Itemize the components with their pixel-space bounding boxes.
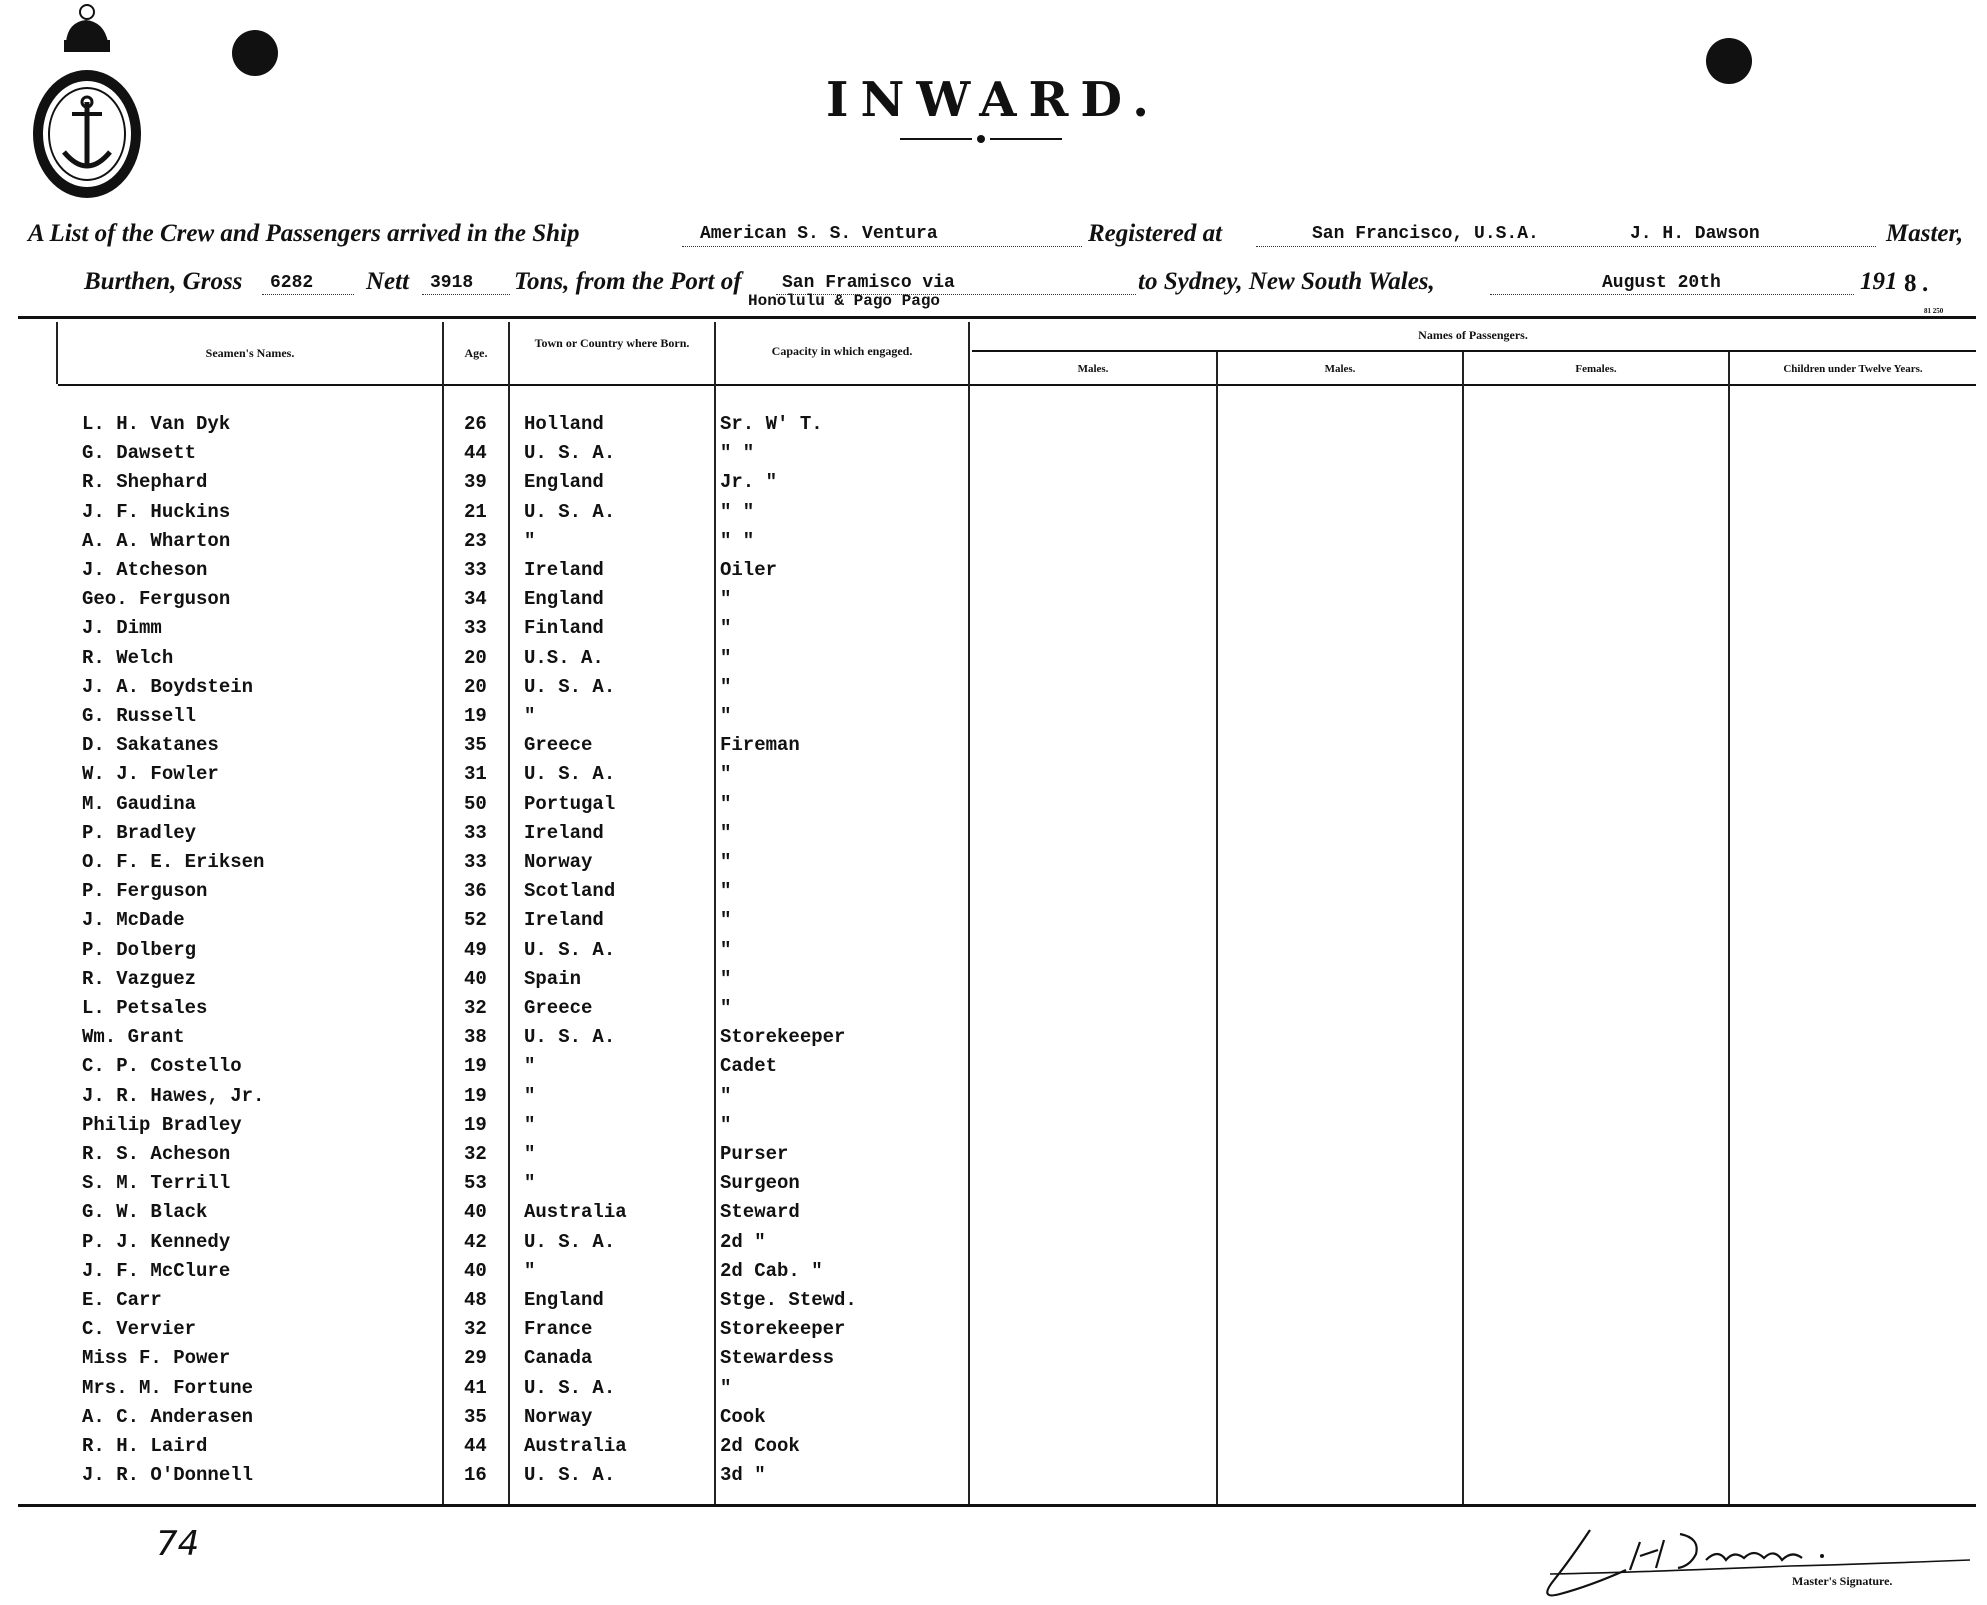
seaman-age: 40 <box>464 1201 487 1223</box>
page-title: INWARD. <box>826 72 1161 128</box>
seaman-capacity: " <box>720 588 732 610</box>
seaman-capacity: " <box>720 676 732 698</box>
seaman-birthplace: U. S. A. <box>524 939 616 961</box>
seaman-birthplace: Norway <box>524 1406 593 1428</box>
seaman-age: 50 <box>464 793 487 815</box>
seaman-name: C. Vervier <box>82 1318 197 1340</box>
seaman-capacity: " <box>720 1085 732 1107</box>
seaman-age: 48 <box>464 1289 487 1311</box>
seaman-name: J. A. Boydstein <box>82 676 254 698</box>
registered-label: Registered at <box>1088 220 1223 247</box>
title-ornament <box>900 134 1062 144</box>
col-divider-males1-males2 <box>1216 352 1218 1504</box>
seaman-name: Geo. Ferguson <box>82 588 231 610</box>
col-head-females: Females. <box>1575 363 1617 375</box>
master-signature <box>1530 1520 1970 1604</box>
port-label: Tons, from the Port of <box>514 268 742 295</box>
ship-name: American S. S. Ventura <box>700 224 938 244</box>
col-head-males-2: Males. <box>1324 363 1356 375</box>
seaman-capacity: " " <box>720 530 755 552</box>
seaman-capacity: Purser <box>720 1143 789 1165</box>
seaman-capacity: 2d Cook <box>720 1435 800 1457</box>
seaman-age: 19 <box>464 1055 487 1077</box>
col-head-passengers: Names of Passengers. <box>1418 328 1528 342</box>
seaman-age: 39 <box>464 471 487 493</box>
seaman-capacity: Stge. Stewd. <box>720 1289 857 1311</box>
port-of-departure: San Framisco via <box>782 273 955 293</box>
seaman-age: 49 <box>464 939 487 961</box>
seaman-capacity: " " <box>720 442 755 464</box>
registered-dotline <box>1256 246 1876 247</box>
col-head-males-1: Males. <box>1077 363 1109 375</box>
arrival-date: August 20th <box>1602 273 1721 293</box>
seaman-age: 32 <box>464 997 487 1019</box>
seaman-birthplace: Norway <box>524 851 593 873</box>
seaman-birthplace: Scotland <box>524 880 616 902</box>
seaman-capacity: Cadet <box>720 1055 778 1077</box>
seaman-name: R. Welch <box>82 647 174 669</box>
seaman-age: 36 <box>464 880 487 902</box>
seaman-name: R. S. Acheson <box>82 1143 231 1165</box>
col-head-age: Age. <box>464 346 488 360</box>
seaman-age: 42 <box>464 1231 487 1253</box>
seaman-birthplace: U. S. A. <box>524 1377 616 1399</box>
master-label: Master, <box>1886 220 1964 247</box>
seaman-birthplace: Australia <box>524 1201 627 1223</box>
date-dotline <box>1490 294 1854 295</box>
seaman-name: P. Ferguson <box>82 880 208 902</box>
seaman-birthplace: Holland <box>524 413 604 435</box>
burthen-label: Burthen, Gross <box>84 268 243 295</box>
seaman-name: J. Dimm <box>82 617 162 639</box>
seaman-age: 33 <box>464 822 487 844</box>
seaman-capacity: " <box>720 793 732 815</box>
seaman-age: 29 <box>464 1347 487 1369</box>
seaman-birthplace: France <box>524 1318 593 1340</box>
seaman-name: P. Dolberg <box>82 939 197 961</box>
seaman-name: Wm. Grant <box>82 1026 185 1048</box>
seaman-name: G. W. Black <box>82 1201 208 1223</box>
seaman-birthplace: U. S. A. <box>524 1231 616 1253</box>
seaman-capacity: " <box>720 880 732 902</box>
col-divider-males2-females <box>1462 352 1464 1504</box>
seaman-name: J. F. McClure <box>82 1260 231 1282</box>
seaman-capacity: Cook <box>720 1406 766 1428</box>
seaman-name: P. J. Kennedy <box>82 1231 231 1253</box>
seaman-age: 19 <box>464 1085 487 1107</box>
col-divider-females-children <box>1728 352 1730 1504</box>
seaman-name: G. Dawsett <box>82 442 197 464</box>
header-bottom-rule <box>58 384 1976 386</box>
seaman-age: 35 <box>464 1406 487 1428</box>
col-head-capacity: Capacity in which engaged. <box>771 344 913 358</box>
seaman-capacity: " <box>720 1377 732 1399</box>
list-heading-prefix: A List of the Crew and Passengers arrived in the Ship <box>28 220 580 247</box>
seaman-birthplace: England <box>524 588 604 610</box>
seaman-name: O. F. E. Eriksen <box>82 851 265 873</box>
seaman-age: 19 <box>464 705 487 727</box>
col-head-children: Children under Twelve Years. <box>1783 363 1923 375</box>
seaman-age: 53 <box>464 1172 487 1194</box>
seaman-capacity: 3d " <box>720 1464 766 1486</box>
table-bottom-rule <box>18 1504 1976 1507</box>
nett-label: Nett <box>366 268 410 295</box>
seaman-birthplace: " <box>524 530 536 552</box>
seaman-birthplace: " <box>524 1172 536 1194</box>
punch-hole-left <box>232 30 278 76</box>
seaman-name: A. C. Anderasen <box>82 1406 254 1428</box>
seaman-name: Miss F. Power <box>82 1347 231 1369</box>
seaman-name: J. Atcheson <box>82 559 208 581</box>
seaman-capacity: Storekeeper <box>720 1318 846 1340</box>
seaman-birthplace: Canada <box>524 1347 593 1369</box>
seaman-name: J. R. Hawes, Jr. <box>82 1085 265 1107</box>
col-divider-capacity-passengers <box>968 322 970 1504</box>
seaman-birthplace: Ireland <box>524 909 604 931</box>
form-code: 81 250 <box>1924 307 1944 315</box>
seaman-capacity: Fireman <box>720 734 800 756</box>
seaman-capacity: " <box>720 968 732 990</box>
col-divider-age-town <box>508 322 510 1504</box>
seaman-name: R. H. Laird <box>82 1435 208 1457</box>
seaman-name: R. Vazguez <box>82 968 197 990</box>
table-top-rule <box>18 316 1976 319</box>
seaman-age: 16 <box>464 1464 487 1486</box>
col-head-town: Town or Country where Born. <box>534 336 690 350</box>
seaman-age: 35 <box>464 734 487 756</box>
seaman-birthplace: England <box>524 471 604 493</box>
seaman-age: 20 <box>464 676 487 698</box>
col-divider-names-age <box>442 322 444 1504</box>
seaman-name: W. J. Fowler <box>82 763 219 785</box>
seaman-age: 52 <box>464 909 487 931</box>
seaman-name: P. Bradley <box>82 822 197 844</box>
seaman-name: E. Carr <box>82 1289 162 1311</box>
seaman-birthplace: Greece <box>524 997 593 1019</box>
seaman-capacity: Stewardess <box>720 1347 835 1369</box>
seaman-age: 23 <box>464 530 487 552</box>
col-divider-town-capacity <box>714 322 716 1504</box>
seaman-capacity: " <box>720 1114 732 1136</box>
gross-tons: 6282 <box>270 273 314 293</box>
seaman-birthplace: U. S. A. <box>524 501 616 523</box>
seaman-birthplace: U.S. A. <box>524 647 604 669</box>
seaman-birthplace: U. S. A. <box>524 676 616 698</box>
seaman-name: Mrs. M. Fortune <box>82 1377 254 1399</box>
seaman-age: 20 <box>464 647 487 669</box>
seaman-name: R. Shephard <box>82 471 208 493</box>
seaman-age: 19 <box>464 1114 487 1136</box>
seaman-age: 40 <box>464 1260 487 1282</box>
nett-tons: 3918 <box>430 273 474 293</box>
seaman-capacity: " " <box>720 501 755 523</box>
passenger-group-rule <box>972 350 1976 352</box>
seaman-capacity: 2d Cab. " <box>720 1260 823 1282</box>
seaman-birthplace: U. S. A. <box>524 1026 616 1048</box>
seaman-capacity: Storekeeper <box>720 1026 846 1048</box>
seaman-name: Philip Bradley <box>82 1114 242 1136</box>
seaman-name: G. Russell <box>82 705 197 727</box>
seaman-capacity: " <box>720 763 732 785</box>
destination-label: to Sydney, New South Wales, <box>1138 268 1435 295</box>
seaman-birthplace: U. S. A. <box>524 442 616 464</box>
seaman-age: 38 <box>464 1026 487 1048</box>
year-period: . <box>1922 270 1929 297</box>
seaman-birthplace: Spain <box>524 968 582 990</box>
seaman-name: J. R. O'Donnell <box>82 1464 254 1486</box>
seaman-capacity: Sr. W' T. <box>720 413 823 435</box>
seaman-birthplace: Portugal <box>524 793 616 815</box>
seaman-name: S. M. Terrill <box>82 1172 231 1194</box>
seaman-capacity: " <box>720 851 732 873</box>
registered-port: San Francisco, U.S.A. <box>1312 224 1539 244</box>
seaman-name: M. Gaudina <box>82 793 197 815</box>
seaman-capacity: Steward <box>720 1201 800 1223</box>
seaman-birthplace: Australia <box>524 1435 627 1457</box>
seaman-age: 26 <box>464 413 487 435</box>
seaman-birthplace: Ireland <box>524 559 604 581</box>
seaman-birthplace: " <box>524 1114 536 1136</box>
seaman-capacity: " <box>720 617 732 639</box>
seaman-capacity: " <box>720 997 732 1019</box>
page-number: 74 <box>156 1524 200 1564</box>
year-suffix: 8 <box>1904 270 1917 297</box>
seaman-age: 21 <box>464 501 487 523</box>
seaman-capacity: " <box>720 822 732 844</box>
seaman-age: 41 <box>464 1377 487 1399</box>
seaman-name: C. P. Costello <box>82 1055 242 1077</box>
seaman-age: 33 <box>464 617 487 639</box>
seaman-name: A. A. Wharton <box>82 530 231 552</box>
seaman-birthplace: " <box>524 1260 536 1282</box>
seaman-age: 33 <box>464 559 487 581</box>
seaman-name: J. McDade <box>82 909 185 931</box>
seaman-birthplace: England <box>524 1289 604 1311</box>
seaman-name: D. Sakatanes <box>82 734 219 756</box>
seaman-age: 32 <box>464 1143 487 1165</box>
seaman-birthplace: " <box>524 1055 536 1077</box>
seaman-birthplace: Greece <box>524 734 593 756</box>
seaman-birthplace: Finland <box>524 617 604 639</box>
seaman-birthplace: " <box>524 705 536 727</box>
seaman-birthplace: U. S. A. <box>524 1464 616 1486</box>
seaman-capacity: Oiler <box>720 559 778 581</box>
seaman-birthplace: " <box>524 1143 536 1165</box>
seaman-age: 33 <box>464 851 487 873</box>
seaman-age: 44 <box>464 442 487 464</box>
seaman-capacity: " <box>720 647 732 669</box>
seaman-capacity: Surgeon <box>720 1172 800 1194</box>
ship-name-dotline <box>682 246 1082 247</box>
signature-label: Master's Signature. <box>1792 1574 1893 1588</box>
seaman-name: J. F. Huckins <box>82 501 231 523</box>
seaman-age: 31 <box>464 763 487 785</box>
seaman-name: L. H. Van Dyk <box>82 413 231 435</box>
seaman-capacity: 2d " <box>720 1231 766 1253</box>
seaman-name: L. Petsales <box>82 997 208 1019</box>
seaman-capacity: " <box>720 909 732 931</box>
nett-dotline <box>422 294 510 295</box>
col-head-seamens-names: Seamen's Names. <box>205 346 295 360</box>
seaman-birthplace: " <box>524 1085 536 1107</box>
seaman-birthplace: U. S. A. <box>524 763 616 785</box>
seaman-age: 40 <box>464 968 487 990</box>
seaman-birthplace: Ireland <box>524 822 604 844</box>
port-via-route: Honolulu & Pago Pago <box>748 292 941 310</box>
seaman-capacity: " <box>720 939 732 961</box>
seaman-age: 44 <box>464 1435 487 1457</box>
seaman-capacity: " <box>720 705 732 727</box>
seaman-age: 32 <box>464 1318 487 1340</box>
seaman-age: 34 <box>464 588 487 610</box>
gross-dotline <box>262 294 354 295</box>
year-prefix: 191 <box>1860 268 1898 295</box>
master-name: J. H. Dawson <box>1630 224 1760 244</box>
seaman-capacity: Jr. " <box>720 471 778 493</box>
